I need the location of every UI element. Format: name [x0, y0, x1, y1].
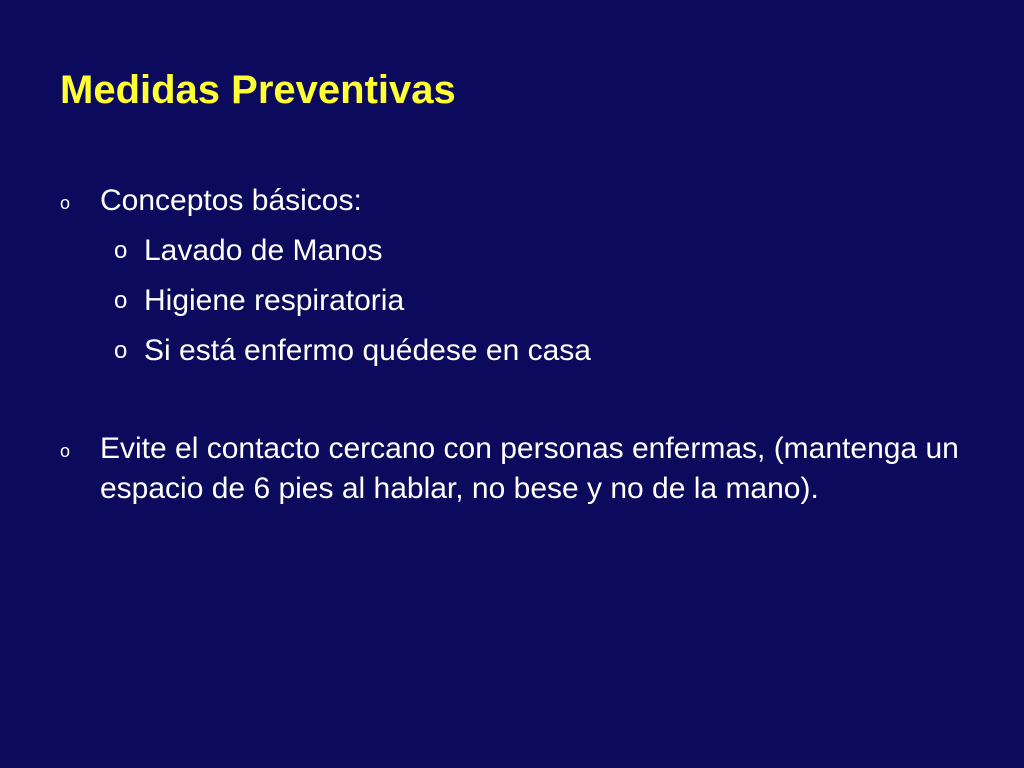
- sub-bullet-item: [114, 331, 964, 371]
- bullet-item: [60, 181, 960, 223]
- sub-bullet-item: [114, 231, 964, 271]
- bullet-text: Evite el contacto cercano con personas enfermas, (mantenga un espacio de 6 pies al hablar, no bese y no de la mano).: [100, 432, 959, 505]
- bullet-marker-icon: o: [114, 237, 128, 264]
- bullet-text: Conceptos básicos:: [100, 184, 362, 217]
- bullet-text: Lavado de Manos: [144, 234, 383, 267]
- bullet-item: [60, 429, 960, 509]
- sub-bullet-item: [114, 281, 964, 321]
- bullet-marker-icon: o: [114, 287, 128, 314]
- bullet-marker-icon: o: [60, 193, 71, 213]
- bullet-text: Si está enfermo quédese en casa: [144, 334, 591, 367]
- bullet-marker-icon: o: [60, 441, 71, 461]
- slide-title: Medidas Preventivas: [60, 68, 456, 112]
- bullet-marker-icon: o: [114, 337, 128, 364]
- bullet-text: Higiene respiratoria: [144, 284, 405, 317]
